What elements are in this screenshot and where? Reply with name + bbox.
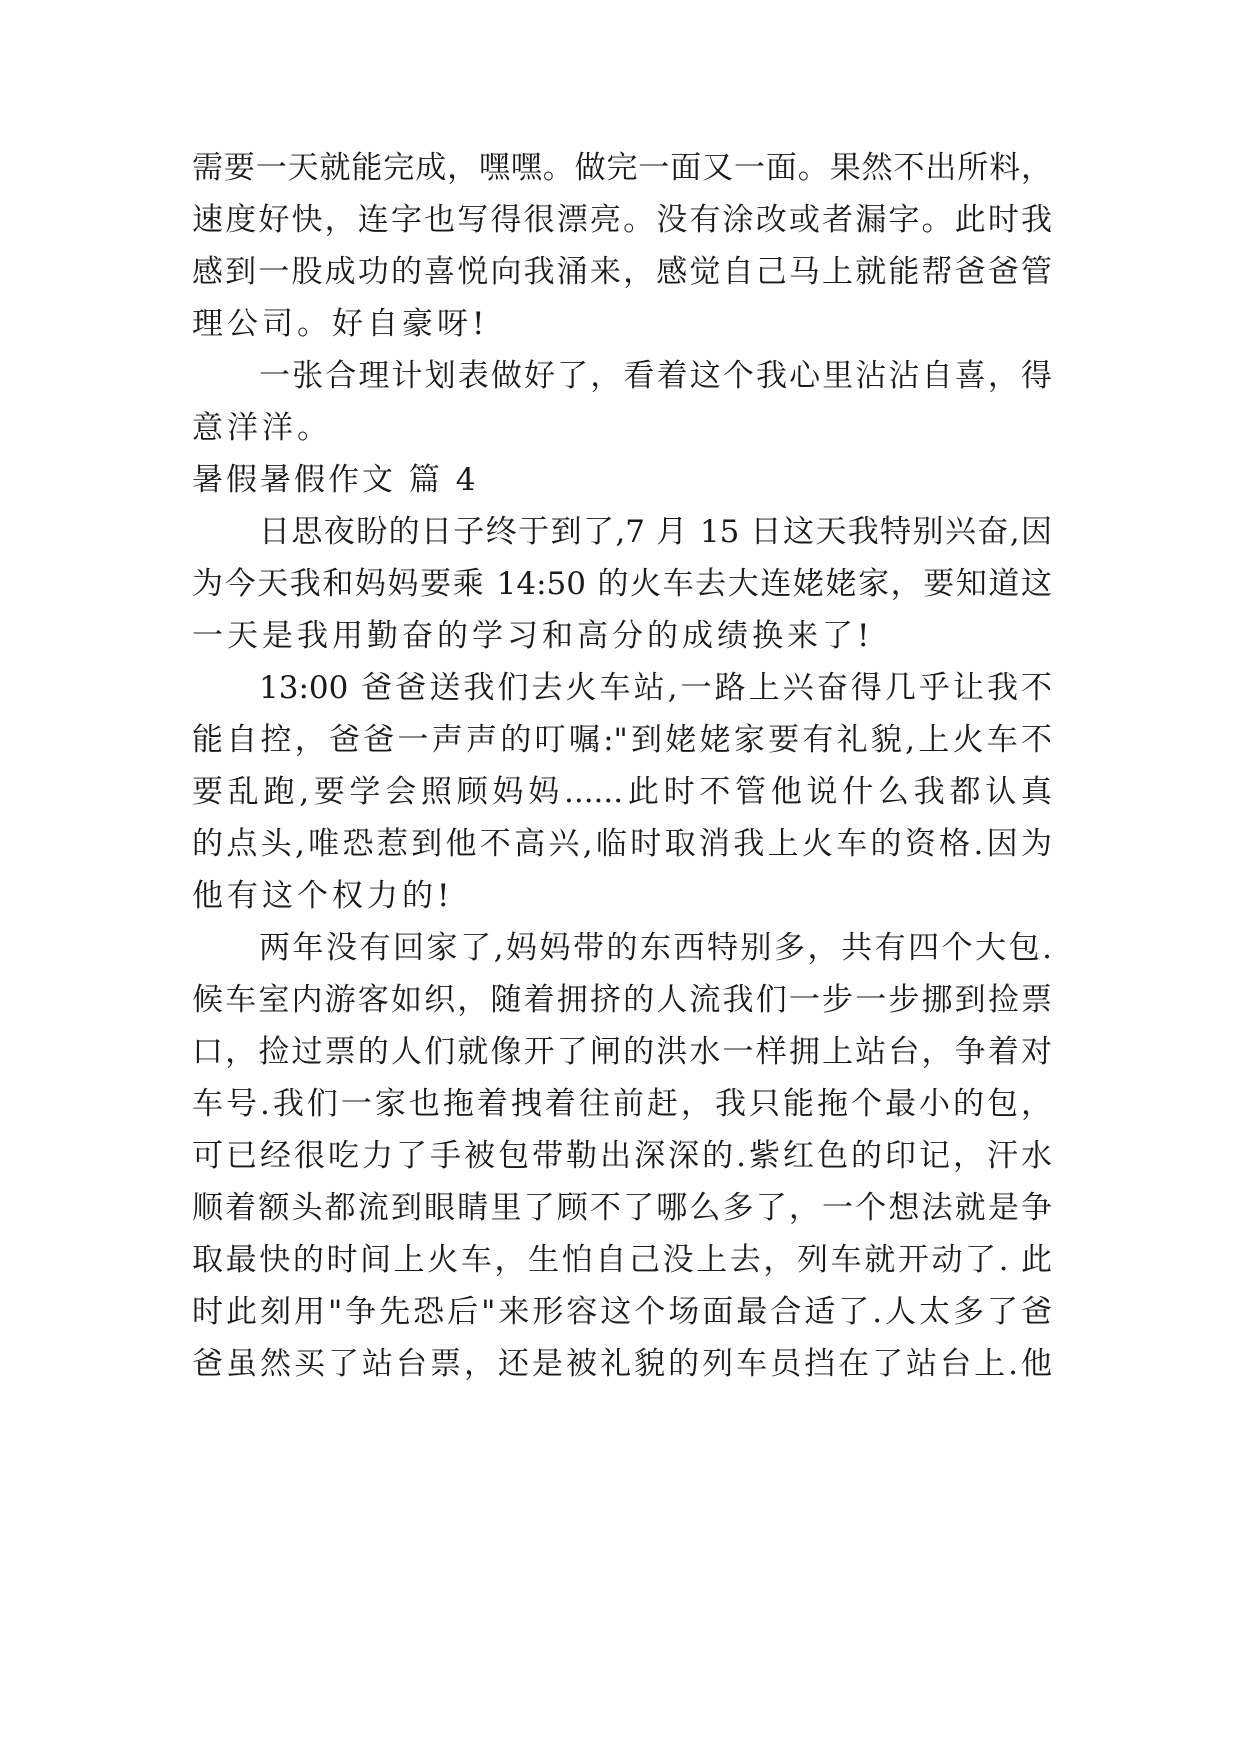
text-line: 感到一股成功的喜悦向我涌来，感觉自己马上就能帮爸爸管 <box>192 254 1052 290</box>
text-line: 车号.我们一家也拖着拽着往前赶，我只能拖个最小的包， <box>192 1086 1052 1122</box>
text-line: 理公司。好自豪呀! <box>192 306 489 342</box>
text-line: 取最快的时间上火车，生怕自己没上去，列车就开动了. 此 <box>192 1242 1052 1278</box>
text-line: 顺着额头都流到眼睛里了顾不了哪么多了，一个想法就是争 <box>192 1190 1052 1226</box>
text-line: 为今天我和妈妈要乘 14:50 的火车去大连姥姥家，要知道这 <box>192 566 1052 602</box>
text-line: 两年没有回家了,妈妈带的东西特别多，共有四个大包. <box>259 930 1052 966</box>
text-line: 候车室内游客如织，随着拥挤的人流我们一步一步挪到捡票 <box>192 982 1052 1018</box>
text-line: 需要一天就能完成，嘿嘿。做完一面又一面。果然不出所料， <box>192 150 1052 186</box>
text-line: 口，捡过票的人们就像开了闸的洪水一样拥上站台，争着对 <box>192 1034 1052 1070</box>
text-line: 意洋洋。 <box>192 410 332 446</box>
text-line: 能自控，爸爸一声声的叮嘱:"到姥姥家要有礼貌,上火车不 <box>192 722 1052 758</box>
text-line: 一天是我用勤奋的学习和高分的成绩换来了! <box>192 618 874 654</box>
text-line: 日思夜盼的日子终于到了,7 月 15 日这天我特别兴奋,因 <box>259 514 1052 550</box>
section-heading: 暑假暑假作文 篇 4 <box>192 462 479 498</box>
text-line: 爸虽然买了站台票，还是被礼貌的列车员挡在了站台上.他 <box>192 1346 1052 1382</box>
text-line: 的点头,唯恐惹到他不高兴,临时取消我上火车的资格.因为 <box>192 826 1052 862</box>
text-line: 他有这个权力的! <box>192 878 454 914</box>
text-line: 可已经很吃力了手被包带勒出深深的.紫红色的印记，汗水 <box>192 1138 1052 1174</box>
text-line: 速度好快，连字也写得很漂亮。没有涂改或者漏字。此时我 <box>192 202 1052 238</box>
text-line: 要乱跑,要学会照顾妈妈......此时不管他说什么我都认真 <box>192 774 1052 810</box>
text-line: 一张合理计划表做好了，看着这个我心里沾沾自喜，得 <box>259 358 1052 394</box>
text-line: 时此刻用"争先恐后"来形容这个场面最合适了.人太多了爸 <box>192 1294 1052 1330</box>
text-line: 13:00 爸爸送我们去火车站,一路上兴奋得几乎让我不 <box>259 670 1052 706</box>
